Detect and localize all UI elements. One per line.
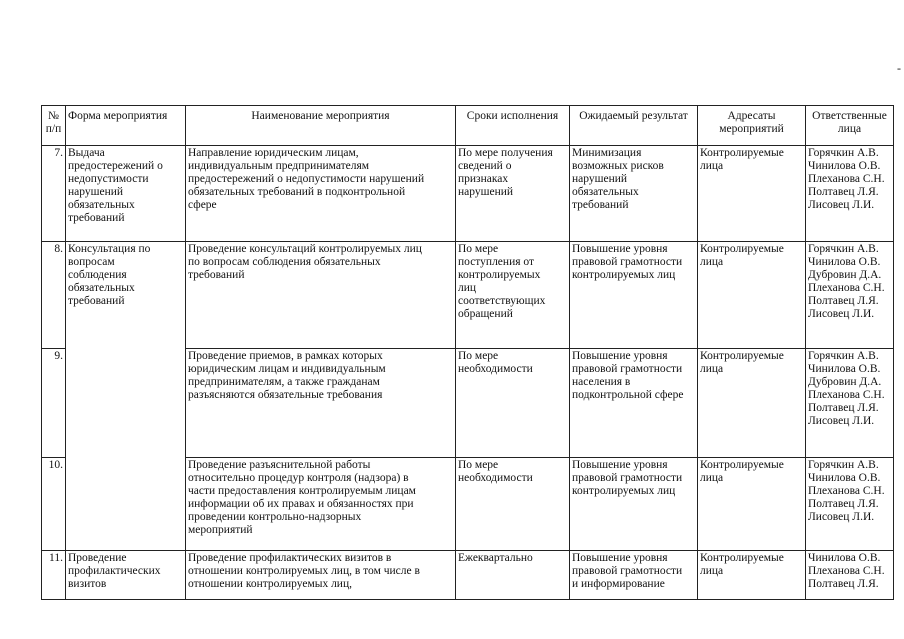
event-result: Повышение уровня правовой грамотности контролируемых лиц — [570, 458, 698, 551]
row-number: 8. — [42, 242, 66, 349]
row-number: 11. — [42, 551, 66, 600]
header-form: Форма мероприятия — [66, 106, 186, 146]
event-addressees: Контролируемые лица — [698, 242, 806, 349]
page-mark: - — [897, 61, 901, 75]
event-terms: По мере получения сведений о признаках нарушений — [456, 146, 570, 242]
event-terms: Ежеквартально — [456, 551, 570, 600]
event-result: Повышение уровня правовой грамотности и информирование — [570, 551, 698, 600]
events-plan-table — [41, 105, 894, 600]
event-responsible: Горячкин А.В. Чинилова О.В. Плеханова С.Н. Полтавец Л.Я. Лисовец Л.И. — [806, 458, 894, 551]
event-name: Проведение консультаций контролируемых лиц по вопросам соблюдения обязательных требований — [186, 242, 456, 349]
table-row — [42, 146, 894, 242]
event-addressees: Контролируемые лица — [698, 458, 806, 551]
event-name: Направление юридическим лицам, индивидуальным предпринимателям предостережений о недопустимости нарушений обязательных требований в подконтрольной сфере — [186, 146, 456, 242]
event-name: Проведение разъяснительной работы относительно процедур контроля (надзора) в части предоставления контролируемым лицам информации об их правах и обязанностях при проведении контрольно-надзорных мероприятий — [186, 458, 456, 551]
event-result: Повышение уровня правовой грамотности контролируемых лиц — [570, 242, 698, 349]
header-number: № п/п — [42, 106, 66, 146]
event-responsible: Горячкин А.В. Чинилова О.В. Дубровин Д.А. Плеханова С.Н. Полтавец Л.Я. Лисовец Л.И. — [806, 349, 894, 458]
header-terms: Сроки исполнения — [456, 106, 570, 146]
event-addressees: Контролируемые лица — [698, 349, 806, 458]
row-number: 7. — [42, 146, 66, 242]
table-row — [42, 551, 894, 600]
table-row — [42, 242, 894, 349]
header-result: Ожидаемый результат — [570, 106, 698, 146]
table-header-row — [42, 106, 894, 146]
event-addressees: Контролируемые лица — [698, 551, 806, 600]
event-form: Выдача предостережений о недопустимости нарушений обязательных требований — [66, 146, 186, 242]
event-responsible: Горячкин А.В. Чинилова О.В. Дубровин Д.А. Плеханова С.Н. Полтавец Л.Я. Лисовец Л.И. — [806, 242, 894, 349]
event-responsible: Горячкин А.В. Чинилова О.В. Плеханова С.Н. Полтавец Л.Я. Лисовец Л.И. — [806, 146, 894, 242]
row-number: 9. — [42, 349, 66, 458]
header-name: Наименование мероприятия — [186, 106, 456, 146]
row-number: 10. — [42, 458, 66, 551]
event-name: Проведение приемов, в рамках которых юридическим лицам и индивидуальным предпринимателям, а также гражданам разъясняются обязательные требования — [186, 349, 456, 458]
event-result: Повышение уровня правовой грамотности населения в подконтрольной сфере — [570, 349, 698, 458]
event-addressees: Контролируемые лица — [698, 146, 806, 242]
header-addressees: Адресаты мероприятий — [698, 106, 806, 146]
event-form-merged: Консультация по вопросам соблюдения обязательных требований — [66, 242, 186, 551]
event-responsible: Чинилова О.В. Плеханова С.Н. Полтавец Л.Я. — [806, 551, 894, 600]
event-form: Проведение профилактических визитов — [66, 551, 186, 600]
event-terms: По мере необходимости — [456, 349, 570, 458]
event-result: Минимизация возможных рисков нарушений обязательных требований — [570, 146, 698, 242]
event-name: Проведение профилактических визитов в отношении контролируемых лиц, в том числе в отношении контролируемых лиц, — [186, 551, 456, 600]
event-terms: По мере необходимости — [456, 458, 570, 551]
event-terms: По мере поступления от контролируемых лиц соответствующих обращений — [456, 242, 570, 349]
header-responsible: Ответственные лица — [806, 106, 894, 146]
